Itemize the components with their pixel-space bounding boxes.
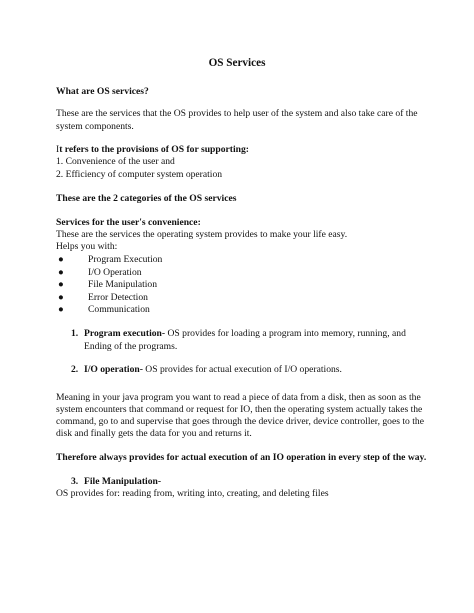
- refers-heading-rest: t refers to the provisions of OS for supporting:: [59, 144, 249, 155]
- refers-heading: [56, 144, 249, 156]
- meaning-line4: disk and finally gets the data for you and returns it.: [56, 428, 252, 439]
- item-label: File Manipulation-: [84, 476, 162, 487]
- refers-item-1: 1. Convenience of the user and: [56, 156, 175, 167]
- numbered-item-program-execution: [71, 328, 431, 340]
- file-manipulation-text: OS provides for: reading from, writing into, creating, and deleting files: [56, 488, 329, 499]
- meaning-line1: Meaning in your java program you want to read a piece of data from a disk, then as soon as the: [56, 392, 421, 403]
- user-text-line1: These are the services the operating system provides to make your life easy.: [56, 229, 348, 240]
- bullet-text: Program Execution: [88, 254, 163, 265]
- refers-heading-prefix: I: [56, 144, 60, 155]
- item-number: 2.: [71, 364, 79, 375]
- meaning-line2: system encounters that command or request for IO, then the operating system actually takes the: [56, 404, 423, 415]
- item-text-continued: Ending of the programs.: [84, 341, 178, 352]
- bullet-item: [58, 279, 358, 291]
- page-title: OS Services: [208, 57, 266, 69]
- item-body: [84, 328, 406, 340]
- item-text: OS provides for loading a program into memory, running, and: [165, 328, 406, 339]
- item-label: I/O operation-: [84, 364, 143, 375]
- refers-item-2: 2. Efficiency of computer system operation: [56, 169, 223, 180]
- item-text: OS provides for actual execution of I/O operations.: [142, 364, 342, 375]
- bullet-icon: ●: [58, 267, 64, 278]
- bullet-item: [58, 267, 358, 279]
- therefore-line: Therefore always provides for actual execution of an IO operation in every step of the way.: [56, 452, 427, 463]
- bullet-icon: ●: [58, 304, 64, 315]
- bullet-text: I/O Operation: [88, 267, 142, 278]
- item-number: 1.: [71, 328, 79, 339]
- what-text-line2: system components.: [56, 121, 134, 132]
- bullet-text: Error Detection: [88, 292, 148, 303]
- bullet-item: [58, 304, 358, 316]
- bullet-icon: ●: [58, 254, 64, 265]
- bullet-item: [58, 292, 358, 304]
- item-number: 3.: [71, 476, 79, 487]
- bullet-text: Communication: [88, 304, 150, 315]
- what-text-line1: These are the services that the OS provides to help user of the system and also take care of the: [56, 108, 418, 119]
- categories-heading: These are the 2 categories of the OS services: [56, 193, 237, 204]
- numbered-item-io-operation: [71, 364, 431, 376]
- user-text-line2: Helps you with:: [56, 241, 118, 252]
- bullet-text: File Manipulation: [88, 279, 158, 290]
- numbered-item-file-manipulation: [71, 476, 431, 488]
- user-heading: Services for the user's convenience:: [56, 217, 201, 228]
- what-heading: What are OS services?: [56, 86, 149, 97]
- bullet-icon: ●: [58, 279, 64, 290]
- bullet-item: [58, 254, 358, 266]
- bullet-icon: ●: [58, 292, 64, 303]
- item-label: Program execution-: [84, 328, 166, 339]
- meaning-line3: command, go to and supervise that goes through the device driver, device controller, goes to the: [56, 416, 424, 427]
- item-body: [84, 364, 342, 376]
